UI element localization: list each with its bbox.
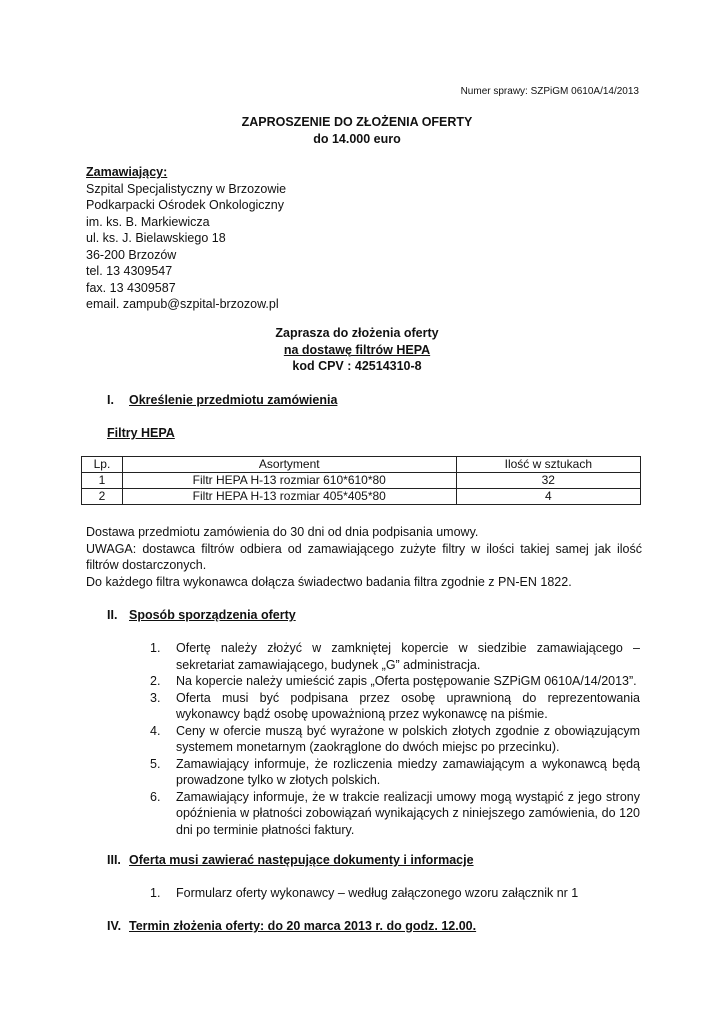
column-header: Asortyment	[122, 457, 456, 473]
section-1-heading	[107, 392, 337, 409]
ordering-party-line: im. ks. B. Markiewicza	[86, 214, 210, 229]
delivery-paragraph	[86, 524, 642, 590]
table-row	[82, 473, 641, 489]
section-title: Termin złożenia oferty: do 20 marca 2013 r. do godz. 12.00.	[129, 919, 477, 933]
case-number: Numer sprawy: SZPiGM 0610A/14/2013	[460, 86, 639, 97]
document-title: ZAPROSZENIE DO ZŁOŻENIA OFERTY	[241, 115, 473, 129]
list-item: 1. Formularz oferty wykonawcy – według załączonego wzoru załącznik nr 1	[150, 886, 579, 900]
invitation-block	[0, 325, 714, 375]
section-number: I.	[107, 393, 114, 407]
table-header-row	[82, 457, 641, 473]
section-2-list	[150, 640, 640, 838]
list-item: 4. Ceny w ofercie muszą być wyrażone w polskich złotych zgodnie z obowiązującym systemem monetarnym (zaokrąglone do dwóch miejsc po przecinku).	[150, 723, 640, 754]
table-cell: Filtr HEPA H-13 rozmiar 405*405*80	[122, 489, 456, 505]
table-cell: 2	[82, 489, 123, 505]
section-3-list	[150, 885, 640, 902]
section-2-heading	[107, 607, 296, 624]
section-number: II.	[107, 608, 118, 622]
ordering-party-line: Podkarpacki Ośrodek Onkologiczny	[86, 198, 285, 212]
section-title: Sposób sporządzenia oferty	[129, 608, 296, 622]
section-3-heading	[107, 852, 474, 869]
cpv-code: kod CPV : 42514310-8	[292, 359, 422, 373]
table-cell: 4	[456, 489, 640, 505]
invitation-subject: na dostawę filtrów HEPA	[283, 342, 431, 357]
list-item: 2. Na kopercie należy umieścić zapis „Oferta postępowanie SZPiGM 0610A/14/2013”.	[150, 674, 637, 688]
table-cell: Filtr HEPA H-13 rozmiar 610*610*80	[122, 473, 456, 489]
table-row	[82, 489, 641, 505]
ordering-party-line: Szpital Specjalistyczny w Brzozowie	[86, 181, 287, 196]
ordering-party-line: 36-200 Brzozów	[86, 247, 177, 262]
subheading-hepa: Filtry HEPA	[107, 426, 175, 440]
delivery-line: Do każdego filtra wykonawca dołącza świadectwo badania filtra zgodnie z PN-EN 1822.	[86, 574, 572, 589]
list-item: 3. Oferta musi być podpisana przez osobę uprawnioną do reprezentowania wykonawcy bądź osobę upoważnioną przez wykonawcę na piśmie.	[150, 690, 640, 721]
invitation-line: Zaprasza do złożenia oferty	[275, 326, 439, 340]
ordering-party-block	[86, 164, 286, 313]
delivery-line: Dostawa przedmiotu zamówienia do 30 dni od dnia podpisania umowy.	[86, 525, 479, 539]
ordering-party-email: email. zampub@szpital-brzozow.pl	[86, 297, 279, 311]
table-cell: 32	[456, 473, 640, 489]
items-table	[81, 456, 641, 505]
list-item: 1. Ofertę należy złożyć w zamkniętej kopercie w siedzibie zamawiającego – sekretariat zamawiającego, budynek „G” administracja.	[150, 641, 640, 672]
ordering-party-line: fax. 13 4309587	[86, 280, 176, 295]
section-number: III.	[107, 853, 121, 867]
column-header: Lp.	[82, 457, 123, 473]
ordering-party-label: Zamawiający:	[86, 165, 168, 179]
document-subtitle: do 14.000 euro	[313, 132, 401, 146]
column-header: Ilość w sztukach	[456, 457, 640, 473]
ordering-party-line: tel. 13 4309547	[86, 264, 173, 278]
list-item: 6. Zamawiający informuje, że w trakcie realizacji umowy mogą wystąpić z jego strony opóźnienia w płatności zobowiązań wynikających z niniejszego zamówienia, do 120 dni po terminie płatności faktury.	[150, 789, 640, 837]
section-title: Określenie przedmiotu zamówienia	[129, 393, 338, 407]
list-item: 5. Zamawiający informuje, że rozliczenia miedzy zamawiającym a wykonawcą będą prowadzone tylko w złotych polskich.	[150, 756, 640, 787]
section-4-heading	[107, 918, 476, 935]
section-number: IV.	[107, 919, 122, 933]
delivery-note: UWAGA: dostawca filtrów odbiera od zamawiającego zużyte filtry w ilości takiej samej jak ilość filtrów dostarczonych.	[86, 541, 642, 572]
section-title: Oferta musi zawierać następujące dokumenty i informacje	[129, 853, 474, 867]
ordering-party-line: ul. ks. J. Bielawskiego 18	[86, 231, 226, 245]
table-cell: 1	[82, 473, 123, 489]
